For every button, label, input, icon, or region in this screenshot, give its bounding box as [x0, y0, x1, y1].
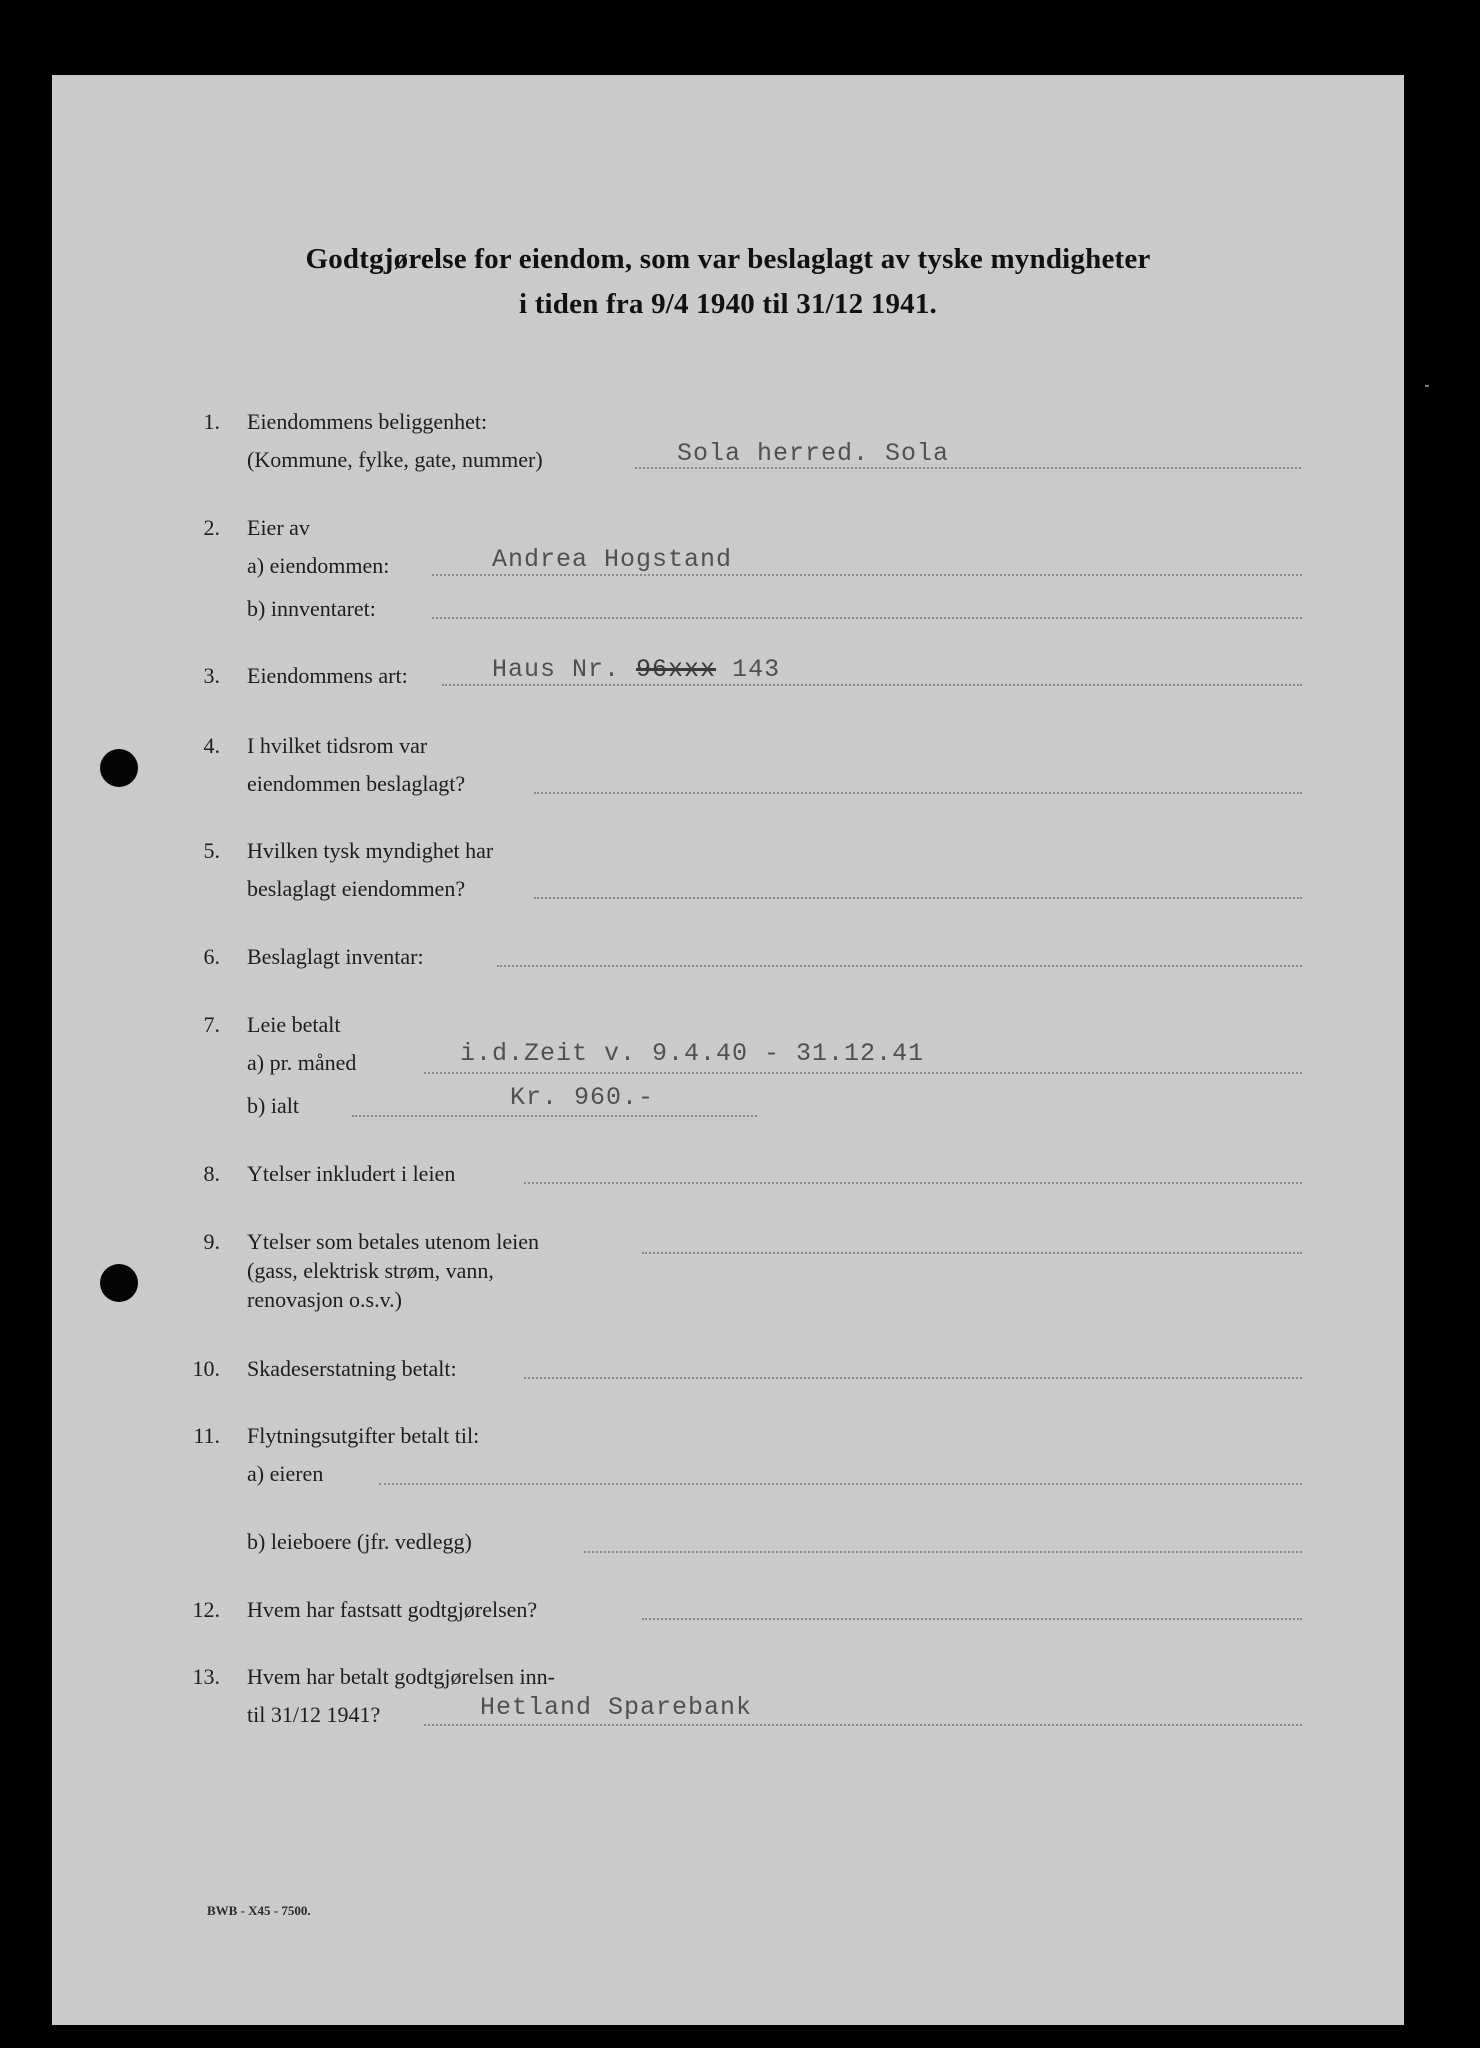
item-2b-label: b) innventaret: [247, 596, 376, 621]
item-2a-label: a) eiendommen: [247, 553, 390, 578]
item-3-value [492, 655, 780, 684]
item-1-number: 1. [203, 409, 220, 434]
item-8-number: 8. [203, 1161, 220, 1186]
item-13-label: Hvem har betalt godtgjørelsen inn- [247, 1664, 555, 1689]
item-2b-field[interactable] [432, 617, 1302, 619]
form-title-line1: Godtgjørelse for eiendom, som var beslaglagt av tyske myndigheter [305, 243, 1151, 275]
item-2a-field[interactable] [432, 574, 1302, 576]
item-7a-field[interactable] [424, 1072, 1302, 1074]
item-1-label: Eiendommens beliggenhet: [247, 409, 488, 434]
item-5-sublabel: beslaglagt eiendommen? [247, 876, 466, 901]
item-10-number: 10. [192, 1356, 220, 1381]
print-code: BWB - X45 - 7500. [207, 1903, 311, 1918]
item-11-number: 11. [193, 1423, 220, 1448]
item-4-label: I hvilket tidsrom var [247, 733, 428, 758]
item-5-number: 5. [203, 838, 220, 863]
item-4-sublabel: eiendommen beslaglagt? [247, 771, 466, 796]
item-13-number: 13. [192, 1664, 220, 1689]
item-13-value: Hetland Sparebank [480, 1693, 753, 1722]
item-5-label: Hvilken tysk myndighet har [247, 838, 494, 863]
item-7b-value: Kr. 960.- [510, 1083, 655, 1112]
item-2-label: Eier av [247, 515, 310, 540]
item-11a-field[interactable] [379, 1483, 1302, 1485]
item-5-field[interactable] [534, 897, 1302, 899]
punch-hole-bottom [100, 1264, 138, 1302]
punch-hole-top [100, 749, 138, 787]
item-8-label: Ytelser inkludert i leien [247, 1161, 456, 1186]
item-9-sublabel-1: (gass, elektrisk strøm, vann, [247, 1258, 494, 1283]
item-3-value-suffix: 143 [732, 655, 781, 684]
item-3-value-prefix: Haus Nr. [492, 655, 621, 684]
item-9-field[interactable] [642, 1252, 1302, 1254]
item-7b-field[interactable] [352, 1115, 757, 1117]
item-13-sublabel: til 31/12 1941? [247, 1702, 381, 1727]
item-1-value: Sola herred. Sola [677, 439, 950, 468]
item-7a-label: a) pr. måned [247, 1050, 357, 1075]
item-8-field[interactable] [524, 1182, 1302, 1184]
item-3-number: 3. [203, 663, 220, 688]
item-7b-label: b) ialt [247, 1093, 299, 1118]
scan-speck [1425, 385, 1429, 387]
item-4-field[interactable] [534, 792, 1302, 794]
item-4-number: 4. [203, 733, 220, 758]
item-3-label: Eiendommens art: [247, 663, 408, 688]
item-6-label: Beslaglagt inventar: [247, 944, 424, 969]
item-1-sublabel: (Kommune, fylke, gate, nummer) [247, 447, 543, 472]
item-13-field[interactable] [424, 1724, 1302, 1726]
item-7-label: Leie betalt [247, 1012, 341, 1037]
item-12-label: Hvem har fastsatt godtgjørelsen? [247, 1597, 538, 1622]
item-12-number: 12. [192, 1597, 220, 1622]
item-3-value-struck: 96xxx [636, 655, 717, 684]
item-9-label: Ytelser som betales utenom leien [247, 1229, 540, 1254]
item-6-number: 6. [203, 944, 220, 969]
item-7-number: 7. [203, 1012, 220, 1037]
item-9-sublabel-2: renovasjon o.s.v.) [247, 1287, 402, 1312]
item-9-number: 9. [203, 1229, 220, 1254]
item-3-field[interactable] [442, 684, 1302, 686]
form-title-line2: i tiden fra 9/4 1940 til 31/12 1941. [518, 288, 937, 320]
item-7a-value: i.d.Zeit v. 9.4.40 - 31.12.41 [460, 1039, 925, 1068]
item-11b-field[interactable] [584, 1551, 1302, 1553]
item-6-field[interactable] [497, 965, 1302, 967]
item-10-label: Skadeserstatning betalt: [247, 1356, 457, 1381]
item-12-field[interactable] [642, 1618, 1302, 1620]
item-2a-value: Andrea Hogstand [492, 545, 733, 574]
item-11a-label: a) eieren [247, 1461, 324, 1486]
item-11b-label: b) leieboere (jfr. vedlegg) [247, 1529, 472, 1554]
item-2-number: 2. [203, 515, 220, 540]
item-10-field[interactable] [524, 1377, 1302, 1379]
item-11-label: Flytningsutgifter betalt til: [247, 1423, 480, 1448]
form-paper [52, 75, 1404, 2025]
